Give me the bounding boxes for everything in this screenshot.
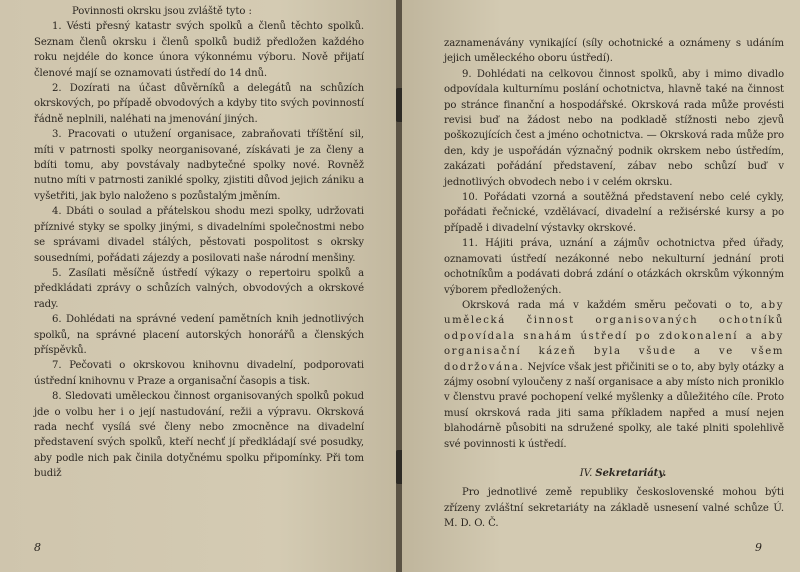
section-text: Pro jednotlivé země republiky československé mohou býti zřízeny zvláštní sekretariáty na základě usnesení valné schůze Ú. M. D. O. Č.: [444, 487, 784, 530]
right-continuation: zaznamenávány vynikající (síly ochotnické a oznámeny s udáním jejich uměleckého oboru ústředí).: [444, 38, 784, 65]
right-item-10: 10. Pořádati vzorná a soutěžná představení nebo celé cykly, pořádati řečnické, vzdělávací, divadelní a režisérské kursy a po případě i divadelní výstavky okrskové.: [444, 192, 784, 234]
left-item-2: 2. Dozírati na účast důvěrníků a delegátů na schůzích okrskových, po případě obvodových a kdyby tito svých povinností řádně neplnili, naléhati na jmenování jiných.: [34, 83, 364, 125]
closing-emphasis: aby umělecká činnost organisovaných ochotníků odpovídala snahám ústředí po zdokonalení a aby organisační kázeň byla všude a ve všem dodržována.: [444, 299, 784, 373]
section-title: Sekretariáty.: [595, 467, 667, 479]
left-title: Povinnosti okrsku jsou zvláště tyto :: [72, 6, 252, 17]
left-page-number: 8: [34, 541, 41, 554]
right-item-9: 9. Dohlédati na celkovou činnost spolků, aby i mimo divadlo odpovídala kulturnímu poslání ochotnictva, hlavně také na činnost po stránce finanční a hospodářské. Okrsková rada může provésti revisi buď na žádost nebo na podkladě stížnosti nebo zjevů poškozujících čest a jméno ochotnictva. — Okrsková rada může pro den, kdy je uspořádán význačný podnik okrskem nebo ústředím, zakázati pořádání představení, zábav nebo schůzí buď v jednotlivých obvodech nebo i v celém okrsku.: [444, 68, 784, 188]
right-item-11: 11. Hájiti práva, uznání a zájmův ochotnictva před úřady, oznamovati ústředí nezákonné nebo nekulturní jednání proti ochotníkům a podávati dobrá zdání o otázkách okrskům výkonným výborem předložených.: [444, 238, 784, 296]
section-heading: [444, 466, 784, 481]
left-item-1: 1. Vésti přesný katastr svých spolků a členů těchto spolků. Seznam členů okrsku i členů spolků budiž předložen každého roku nejdéle do konce února výkonnému výboru. Nově přijatí členové mají se oznamovati ústředí do 14 dnů.: [34, 21, 364, 79]
closing-intro: Okrsková rada má v každém směru pečovati o to,: [462, 299, 753, 311]
right-page-number: 9: [755, 541, 762, 554]
right-text-column: [444, 36, 784, 532]
closing-rest: Nejvíce však jest přičiniti se o to, aby byly otázky a zájmy osobní vyloučeny z naší organisace a aby místo nich proniklo v členstvu pravé pochopení velké myšlenky a důležitého cíle. Proto musí okrsková rada jiti sama příkladem napřed a musí nejen blahodárně působiti na sdružené spolky, ale také plniti spolehlivě své povinnosti k ústředí.: [444, 361, 784, 450]
left-item-4: 4. Dbáti o soulad a přátelskou shodu mezi spolky, udržovati příznivé styky se spolky jinými, s divadelními společnostmi nebo se správami divadel stálých, pěstovati pospolitost s okrsky sousedními, pořádati zájezdy a posilovati naše národní menšiny.: [34, 206, 364, 264]
section-number: IV.: [579, 467, 593, 479]
left-page: [0, 0, 398, 572]
left-item-5: 5. Zasílati měsíčně ústředí výkazy o repertoiru spolků a předkládati zprávy o schůzích valných, obvodových a okrskové rady.: [34, 267, 364, 310]
left-item-3: 3. Pracovati o utužení organisace, zabraňovati tříštění sil, míti v patrnosti spolky neorganisované, získávati je za členy a bdíti tomu, aby povstávaly nadbytečné spolky nové. Rovněž nutno míti v patrnosti zaniklé spolky, zjistiti důvod jejich zániku a vyšetřiti, jak bylo naloženo s pozůstalým jměním.: [34, 129, 364, 202]
right-closing: [444, 298, 784, 452]
left-item-8: 8. Sledovati uměleckou činnost organisovaných spolků pokud jde o volbu her i o její nastudování, režii a výpravu. Okrsková rada nechť vysílá své členy nebo zmocněnce na divadelní představení svých spolků, kteří nechť jí předkládají své posudky, aby podle nich pak činila dotyčnému spolku připomínky. Při tom budiž: [34, 391, 364, 480]
right-page: [402, 0, 800, 572]
left-item-6: 6. Dohlédati na správné vedení pamětních knih jednotlivých spolků, na správné placení autorských honorářů a členských příspěvků.: [34, 314, 364, 356]
left-text-column: [34, 4, 364, 482]
left-item-7: 7. Pečovati o okrskovou knihovnu divadelní, podporovati ústřední knihovnu v Praze a organisační časopis a tisk.: [34, 360, 364, 387]
